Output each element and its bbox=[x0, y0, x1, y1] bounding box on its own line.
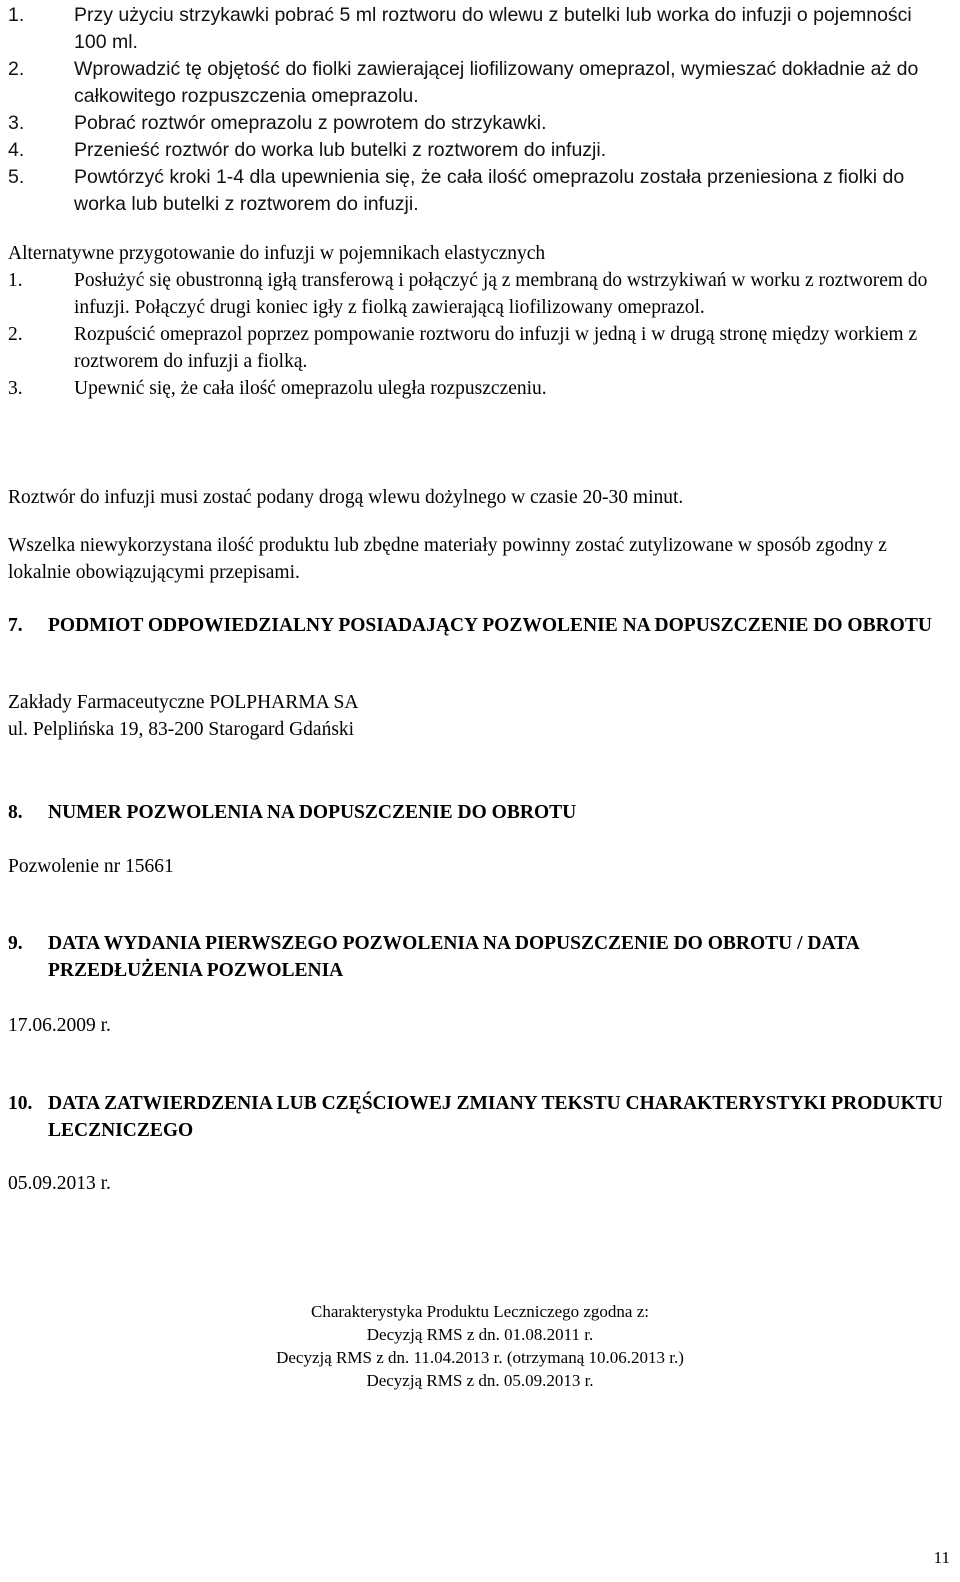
list-item-text: Upewnić się, że cała ilość omeprazolu uległa rozpuszczeniu. bbox=[74, 378, 547, 399]
list-item bbox=[0, 321, 944, 375]
section-number: 10. bbox=[8, 1093, 33, 1114]
list-item bbox=[0, 164, 944, 218]
list-item bbox=[0, 110, 944, 137]
section-8-title bbox=[8, 799, 953, 826]
section-10-title bbox=[8, 1090, 953, 1144]
section-number: 7. bbox=[8, 615, 23, 636]
list-item-number: 4. bbox=[8, 139, 25, 161]
preparation-steps-list bbox=[0, 2, 944, 218]
list-item-text: Przy użyciu strzykawki pobrać 5 ml roztworu do wlewu z butelki lub worka do infuzji o pojemności 100 ml. bbox=[74, 4, 912, 53]
list-item-number: 3. bbox=[8, 378, 23, 399]
infusion-time-paragraph: Roztwór do infuzji musi zostać podany drogą wlewu dożylnego w czasie 20-30 minut. bbox=[8, 487, 684, 508]
text-revision-date: 05.09.2013 r. bbox=[8, 1173, 111, 1194]
list-item bbox=[0, 375, 944, 402]
section-number: 8. bbox=[8, 802, 23, 823]
disposal-paragraph: Wszelka niewykorzystana ilość produktu lub zbędne materiały powinny zostać zutylizowane w sposób zgodny z lokalnie obowiązującymi przepisami. bbox=[8, 535, 887, 583]
list-item-number: 3. bbox=[8, 112, 25, 134]
list-item bbox=[0, 267, 944, 321]
section-number: 9. bbox=[8, 933, 23, 954]
list-item-text: Przenieść roztwór do worka lub butelki z roztworem do infuzji. bbox=[74, 139, 607, 161]
footer-decision-3: Decyzją RMS z dn. 05.09.2013 r. bbox=[366, 1371, 594, 1390]
list-item bbox=[0, 56, 944, 110]
section-heading-text: DATA WYDANIA PIERWSZEGO POZWOLENIA NA DOPUSZCZENIE DO OBROTU / DATA PRZEDŁUŻENIA POZWOLENIA bbox=[48, 933, 859, 981]
list-item-text: Pobrać roztwór omeprazolu z powrotem do strzykawki. bbox=[74, 112, 547, 134]
list-item-text: Powtórzyć kroki 1-4 dla upewnienia się, że cała ilość omeprazolu została przeniesiona z fiolki do worka lub butelki z roztworem do infuzji. bbox=[74, 166, 905, 215]
list-item-number: 2. bbox=[8, 58, 25, 80]
list-item bbox=[0, 137, 944, 164]
list-item-number: 1. bbox=[8, 4, 25, 26]
alternative-preparation-heading: Alternatywne przygotowanie do infuzji w pojemnikach elastycznych bbox=[8, 243, 546, 264]
footer-decision-1: Decyzją RMS z dn. 01.08.2011 r. bbox=[366, 1325, 594, 1344]
section-7-title bbox=[8, 612, 953, 639]
list-item-text: Rozpuścić omeprazol poprzez pompowanie roztworu do infuzji w jedną i w drugą stronę między workiem z roztworem do infuzji a fiolką. bbox=[74, 324, 918, 372]
page-number: 11 bbox=[933, 1548, 950, 1567]
footer-decision-2: Decyzją RMS z dn. 11.04.2013 r. (otrzymaną 10.06.2013 r.) bbox=[276, 1348, 684, 1367]
section-heading-text: PODMIOT ODPOWIEDZIALNY POSIADAJĄCY POZWOLENIE NA DOPUSZCZENIE DO OBROTU bbox=[48, 615, 932, 636]
list-item-text: Wprowadzić tę objętość do fiolki zawierającej liofilizowany omeprazol, wymieszać dokładnie aż do całkowitego rozpuszczenia omeprazolu. bbox=[74, 58, 919, 107]
footer-note-title: Charakterystyka Produktu Leczniczego zgodna z: bbox=[311, 1302, 649, 1321]
list-item-number: 5. bbox=[8, 166, 25, 188]
list-item-number: 2. bbox=[8, 324, 23, 345]
section-9-title bbox=[8, 930, 953, 984]
list-item-number: 1. bbox=[8, 270, 23, 291]
section-heading-text: NUMER POZWOLENIA NA DOPUSZCZENIE DO OBROTU bbox=[48, 802, 577, 823]
authorization-number: Pozwolenie nr 15661 bbox=[8, 856, 174, 877]
alternative-steps-list bbox=[0, 267, 944, 402]
company-name: Zakłady Farmaceutyczne POLPHARMA SA bbox=[8, 692, 359, 713]
list-item bbox=[0, 2, 944, 56]
first-authorization-date: 17.06.2009 r. bbox=[8, 1015, 111, 1036]
section-heading-text: DATA ZATWIERDZENIA LUB CZĘŚCIOWEJ ZMIANY TEKSTU CHARAKTERYSTYKI PRODUKTU LECZNICZEGO bbox=[48, 1093, 943, 1141]
company-address: ul. Pelplińska 19, 83-200 Starogard Gdański bbox=[8, 719, 355, 740]
list-item-text: Posłużyć się obustronną igłą transferową i połączyć ją z membraną do wstrzykiwań w worku z roztworem do infuzji. Połączyć drugi koniec igły z fiolką zawierającą liofilizowany omeprazol. bbox=[74, 270, 928, 318]
